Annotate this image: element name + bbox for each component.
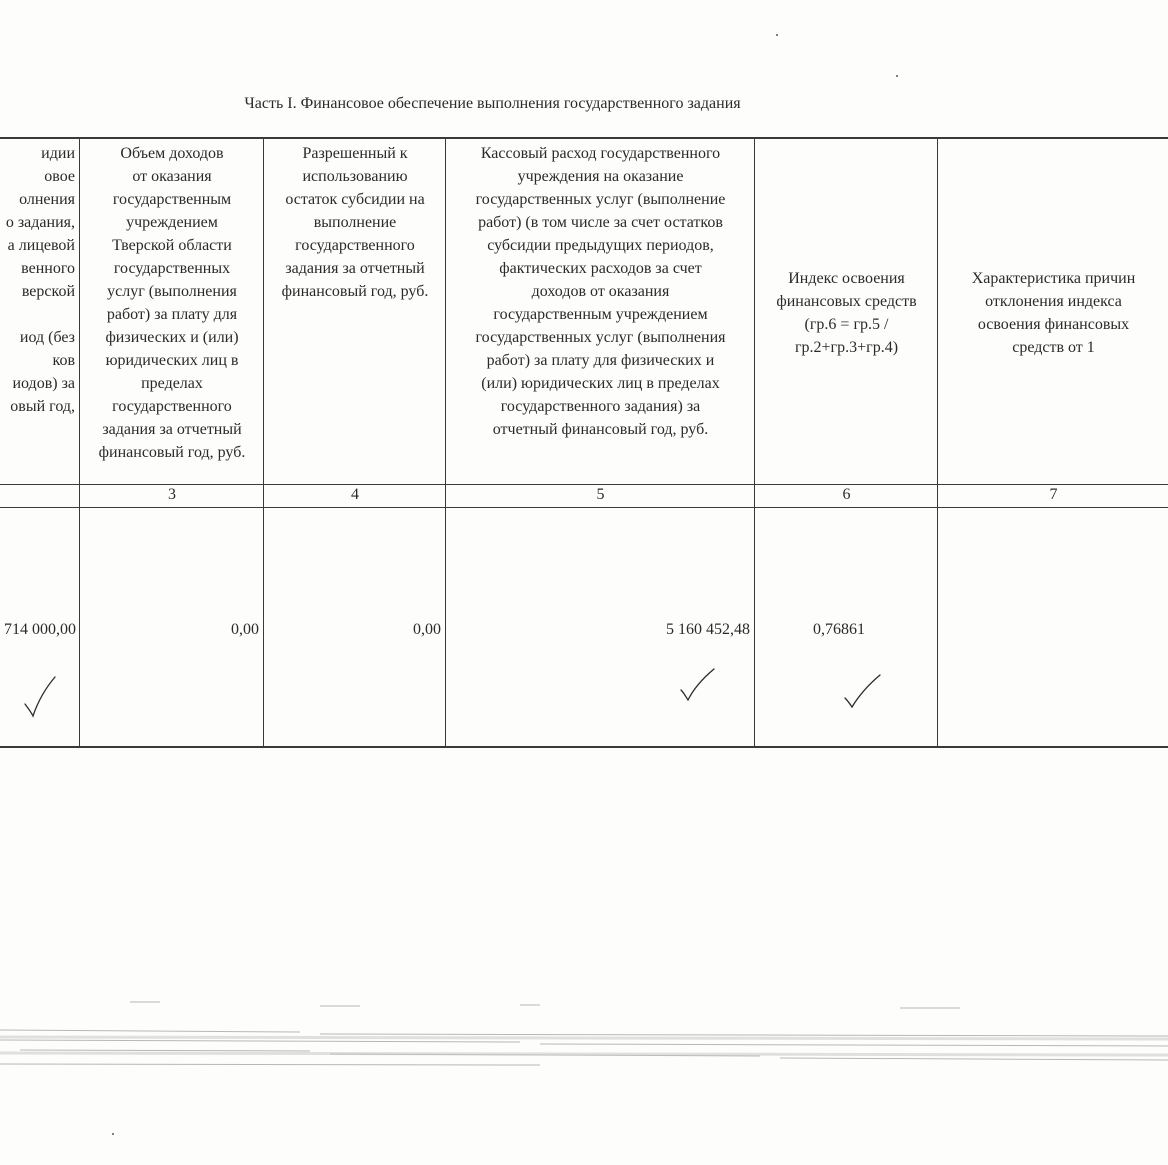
col2-header-clip (0, 142, 78, 482)
col3-number: 3 (168, 486, 176, 503)
scan-speck (776, 34, 778, 36)
col6-value: 0,76861 (813, 621, 865, 638)
col6-header: Индекс освоения финансовых средств (гр.6 = гр.5 / гр.2+гр.3+гр.4) (776, 270, 917, 356)
col-divider-4 (754, 137, 755, 748)
col4-header: Разрешенный к использованию остаток субсидии на выполнение государственного задания за отчетный финансовый год, руб. (281, 145, 429, 300)
scan-speck (896, 75, 898, 77)
col4-number: 4 (351, 486, 359, 503)
scan-noise-band (0, 990, 1168, 1080)
page-title: Часть I. Финансовое обеспечение выполнения государственного задания (244, 95, 741, 112)
checkmark-icon (22, 674, 58, 720)
checkmark-icon (842, 672, 884, 712)
col7-number: 7 (1049, 486, 1058, 503)
col2-header: идии овое олнения о задания, а лицевой венного верской иод (без ков иодов) за овый год, (5, 145, 75, 415)
table-top-border (0, 137, 1168, 139)
col4-value: 0,00 (413, 621, 441, 638)
col5-number: 5 (596, 486, 605, 503)
col-divider-5 (937, 137, 938, 748)
col2-value: 714 000,00 (4, 621, 76, 638)
col6-number: 6 (842, 486, 851, 503)
col3-header: Объем доходов от оказания государственным учреждением Тверской области государственных услуг (выполнения работ) за плату для физических и (или) юридических лиц в пределах государственного задания за отчетный финансовый год, руб. (98, 145, 246, 461)
checkmark-icon (678, 666, 718, 706)
table-bottom-border (0, 746, 1168, 748)
col7-header: Характеристика причин отклонения индекса освоения финансовых средств от 1 (971, 270, 1136, 356)
table-num-divider (0, 507, 1168, 508)
scan-speck (112, 1133, 114, 1135)
col5-header: Кассовый расход государственного учреждения на оказание государственных услуг (выполнение работ) (в том числе за счет остатков субсидии предыдущих периодов, фактических расходов за счет доходов от оказания государственным учреждением государственных услуг (выполнения работ) за плату для физических и (или) юридических лиц в пределах государственного задания) за отчетный финансовый год, руб. (475, 145, 726, 438)
col5-value: 5 160 452,48 (666, 621, 750, 638)
col3-value: 0,00 (231, 621, 259, 638)
